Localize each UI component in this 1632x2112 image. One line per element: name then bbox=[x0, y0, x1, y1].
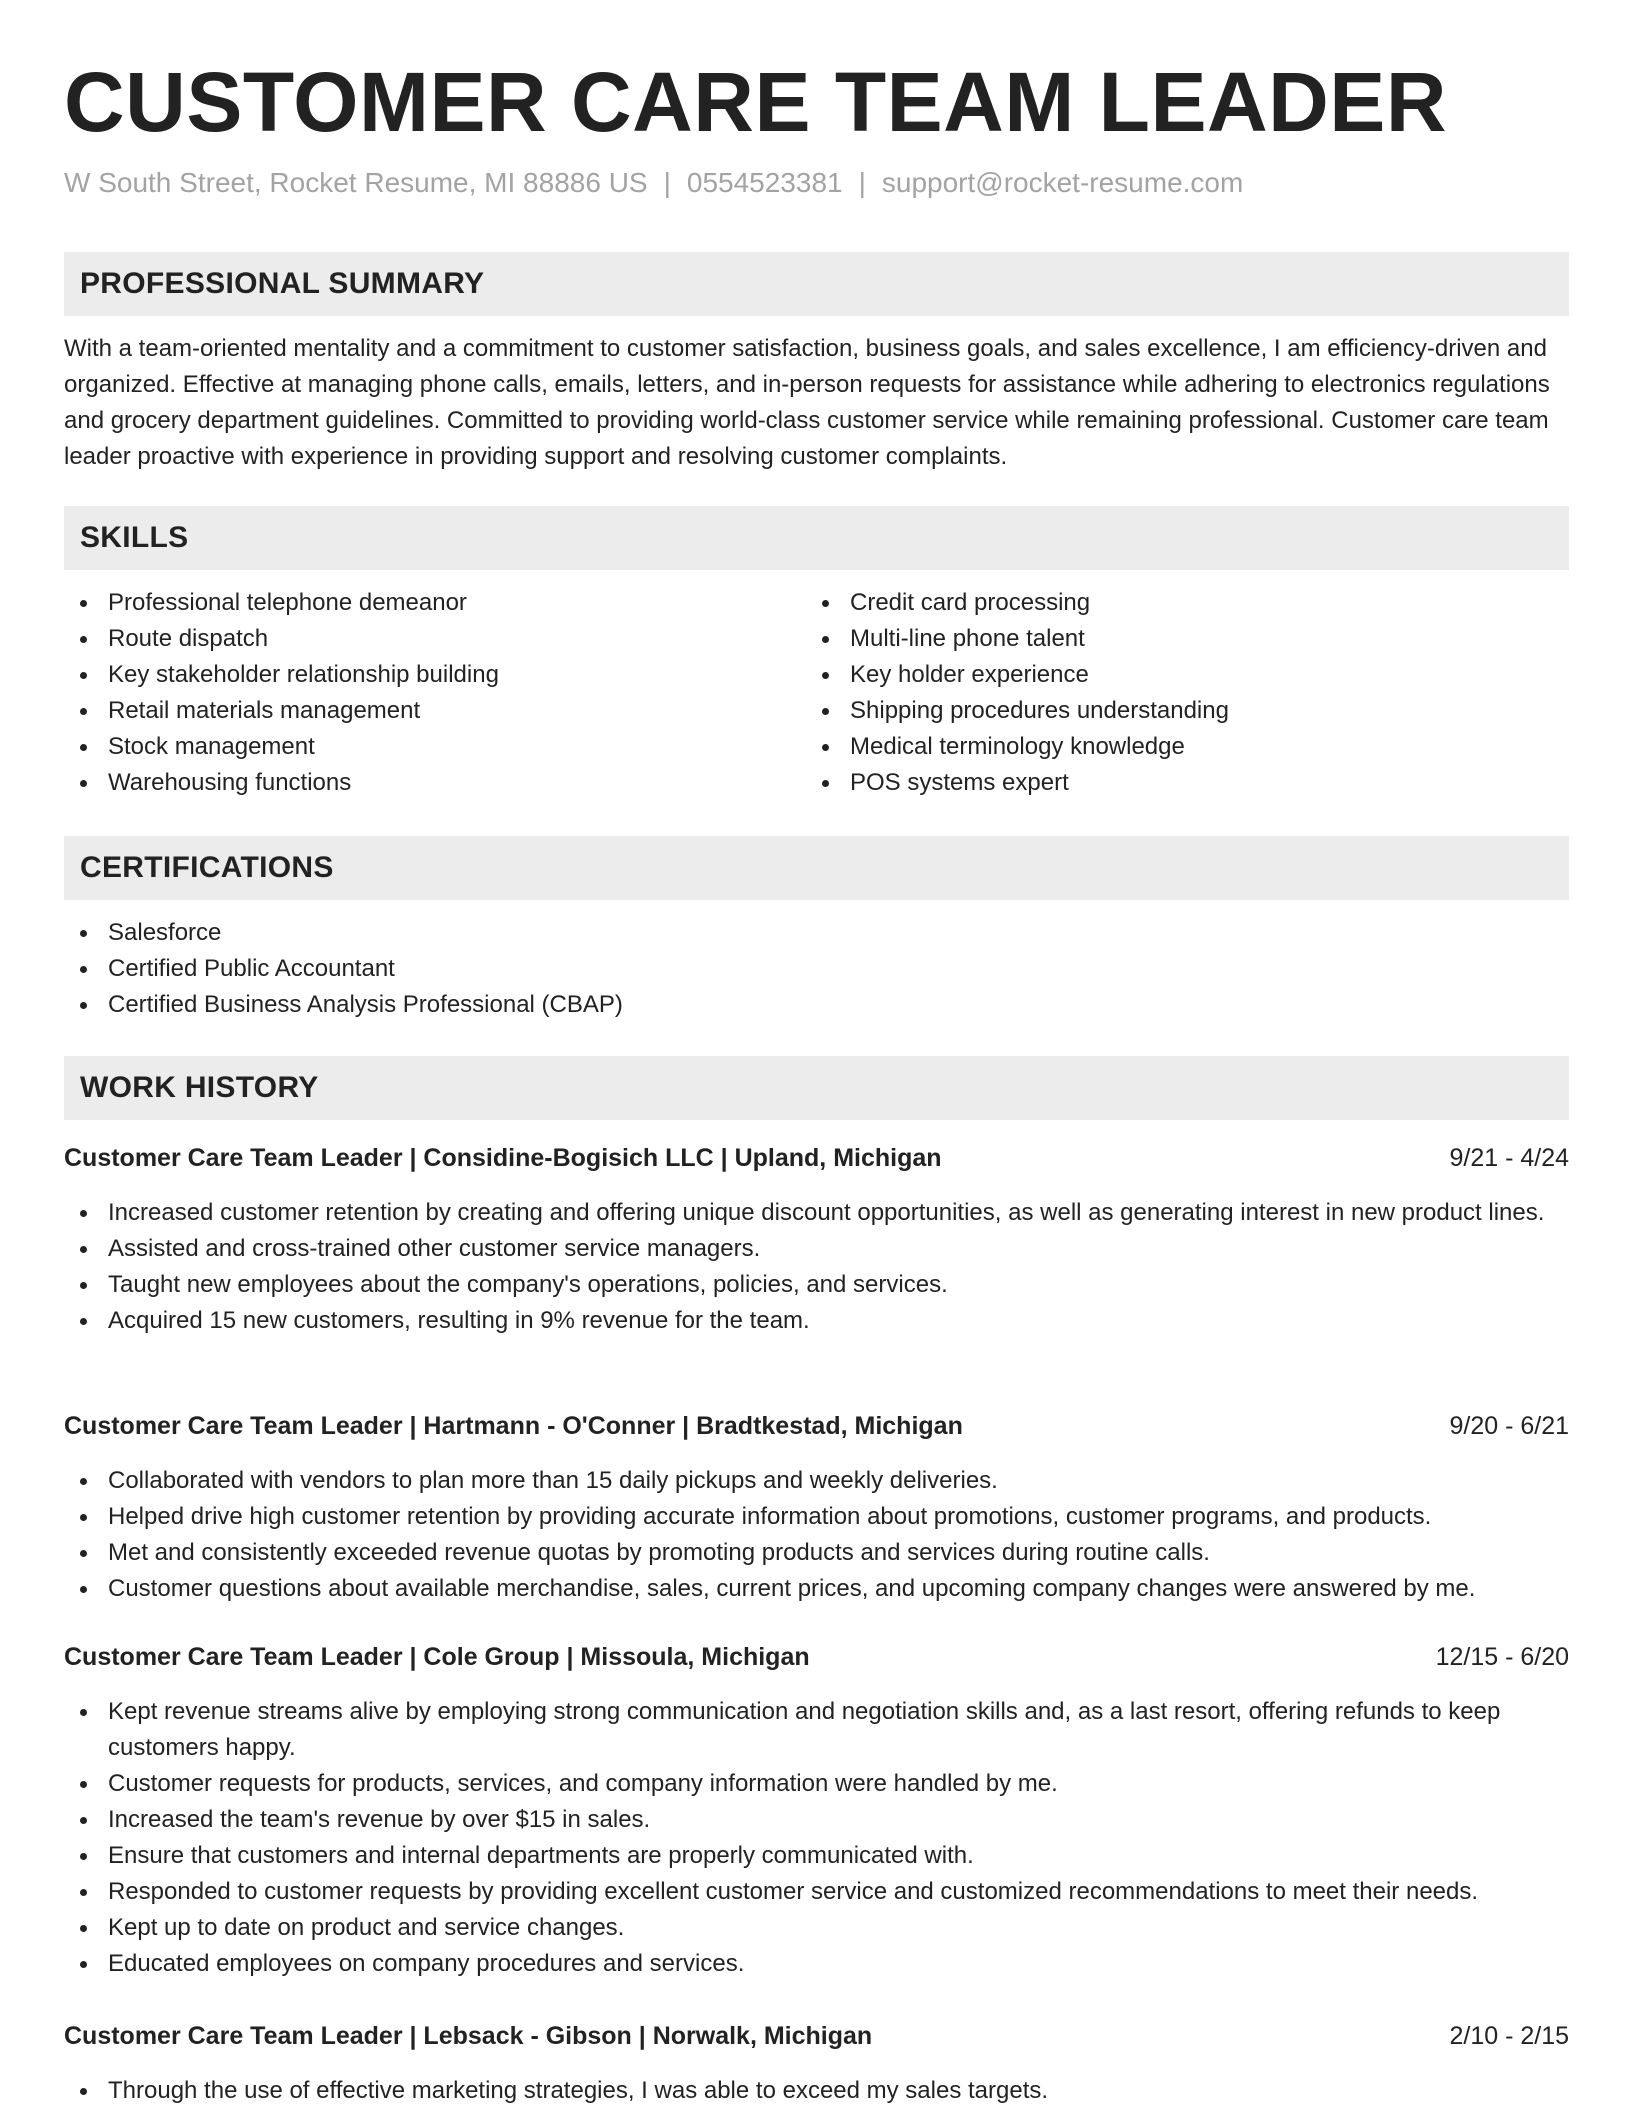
certifications-list bbox=[64, 915, 1569, 1023]
job-dates: 2/10 - 2/15 bbox=[1449, 2022, 1569, 2050]
skill-item: Professional telephone demeanor bbox=[64, 585, 804, 621]
job-bullet: Customer requests for products, services, and company information were handled by me. bbox=[64, 1766, 1569, 1802]
skill-item: Warehousing functions bbox=[64, 765, 804, 801]
job-bullets bbox=[64, 1463, 1569, 1607]
contact-phone: 0554523381 bbox=[686, 167, 843, 198]
resume-name: CUSTOMER CARE TEAM LEADER bbox=[64, 55, 1447, 149]
contact-line bbox=[64, 165, 1243, 201]
skills-column-left bbox=[64, 585, 804, 801]
job-dates: 9/21 - 4/24 bbox=[1449, 1144, 1569, 1172]
certification-item: Certified Public Accountant bbox=[64, 951, 1569, 987]
job-bullets bbox=[64, 1195, 1569, 1339]
section-header-certifications: CERTIFICATIONS bbox=[64, 836, 1569, 900]
certification-item: Salesforce bbox=[64, 915, 1569, 951]
job-header bbox=[64, 1408, 1569, 1444]
section-header-summary: PROFESSIONAL SUMMARY bbox=[64, 252, 1569, 316]
skill-item: Key holder experience bbox=[806, 657, 1546, 693]
job-bullet: Customer questions about available merchandise, sales, current prices, and upcoming company changes were answered by me. bbox=[64, 1571, 1569, 1607]
certification-item: Certified Business Analysis Professional (CBAP) bbox=[64, 987, 1569, 1023]
job-bullet: Through the use of effective marketing strategies, I was able to exceed my sales targets. bbox=[64, 2073, 1569, 2109]
job-bullet: Kept revenue streams alive by employing strong communication and negotiation skills and, as a last resort, offering refunds to keep customers happy. bbox=[64, 1694, 1569, 1766]
job-title: Customer Care Team Leader | Hartmann - O'Conner | Bradtkestad, Michigan bbox=[64, 1412, 963, 1440]
contact-address: W South Street, Rocket Resume, MI 88886 US bbox=[64, 167, 648, 198]
job-dates: 12/15 - 6/20 bbox=[1435, 1643, 1569, 1671]
skills-list-left bbox=[64, 585, 804, 801]
job-bullet: Increased customer retention by creating and offering unique discount opportunities, as well as generating interest in new product lines. bbox=[64, 1195, 1569, 1231]
job-title: Customer Care Team Leader | Lebsack - Gibson | Norwalk, Michigan bbox=[64, 2022, 873, 2050]
skill-item: Multi-line phone talent bbox=[806, 621, 1546, 657]
job-title: Customer Care Team Leader | Cole Group | Missoula, Michigan bbox=[64, 1643, 810, 1671]
job-bullet: Collaborated with vendors to plan more than 15 daily pickups and weekly deliveries. bbox=[64, 1463, 1569, 1499]
job-bullet: Increased the team's revenue by over $15 in sales. bbox=[64, 1802, 1569, 1838]
job-bullet: Assisted and cross-trained other customer service managers. bbox=[64, 1231, 1569, 1267]
skill-item: Credit card processing bbox=[806, 585, 1546, 621]
contact-email: support@rocket-resume.com bbox=[881, 167, 1244, 198]
job-title: Customer Care Team Leader | Considine-Bogisich LLC | Upland, Michigan bbox=[64, 1144, 942, 1172]
job-bullet: Educated employees on company procedures and services. bbox=[64, 1946, 1569, 1982]
job-header bbox=[64, 1140, 1569, 1176]
skills-list-right bbox=[806, 585, 1546, 801]
skill-item: Stock management bbox=[64, 729, 804, 765]
skills-column-right bbox=[806, 585, 1546, 801]
job-bullets bbox=[64, 1694, 1569, 1982]
job-bullet: Responded to customer requests by providing excellent customer service and customized recommendations to meet their needs. bbox=[64, 1874, 1569, 1910]
skill-item: Key stakeholder relationship building bbox=[64, 657, 804, 693]
job-bullet: Ensure that customers and internal departments are properly communicated with. bbox=[64, 1838, 1569, 1874]
job-bullet: Acquired 15 new customers, resulting in 9% revenue for the team. bbox=[64, 1303, 1569, 1339]
job-bullet: Met and consistently exceeded revenue quotas by promoting products and services during routine calls. bbox=[64, 1535, 1569, 1571]
job-header bbox=[64, 1639, 1569, 1675]
job-bullets bbox=[64, 2073, 1569, 2109]
contact-separator: | bbox=[663, 167, 671, 198]
skill-item: Shipping procedures understanding bbox=[806, 693, 1546, 729]
section-header-work-history: WORK HISTORY bbox=[64, 1056, 1569, 1120]
skill-item: POS systems expert bbox=[806, 765, 1546, 801]
summary-text: With a team-oriented mentality and a commitment to customer satisfaction, business goals, and sales excellence, I am efficiency-driven and organized. Effective at managing phone calls, emails, letters, and in-person requests for assistance while adhering to electronics regulations and grocery department guidelines. Committed to providing world-class customer service while remaining professional. Customer care team leader proactive with experience in providing support and resolving customer complaints. bbox=[64, 335, 1550, 470]
job-bullet: Taught new employees about the company's operations, policies, and services. bbox=[64, 1267, 1569, 1303]
job-bullet: Kept up to date on product and service changes. bbox=[64, 1910, 1569, 1946]
section-header-skills: SKILLS bbox=[64, 506, 1569, 570]
job-bullet: Helped drive high customer retention by providing accurate information about promotions, customer programs, and products. bbox=[64, 1499, 1569, 1535]
job-header bbox=[64, 2018, 1569, 2054]
skill-item: Route dispatch bbox=[64, 621, 804, 657]
skill-item: Medical terminology knowledge bbox=[806, 729, 1546, 765]
skill-item: Retail materials management bbox=[64, 693, 804, 729]
job-dates: 9/20 - 6/21 bbox=[1449, 1412, 1569, 1440]
contact-separator: | bbox=[858, 167, 866, 198]
